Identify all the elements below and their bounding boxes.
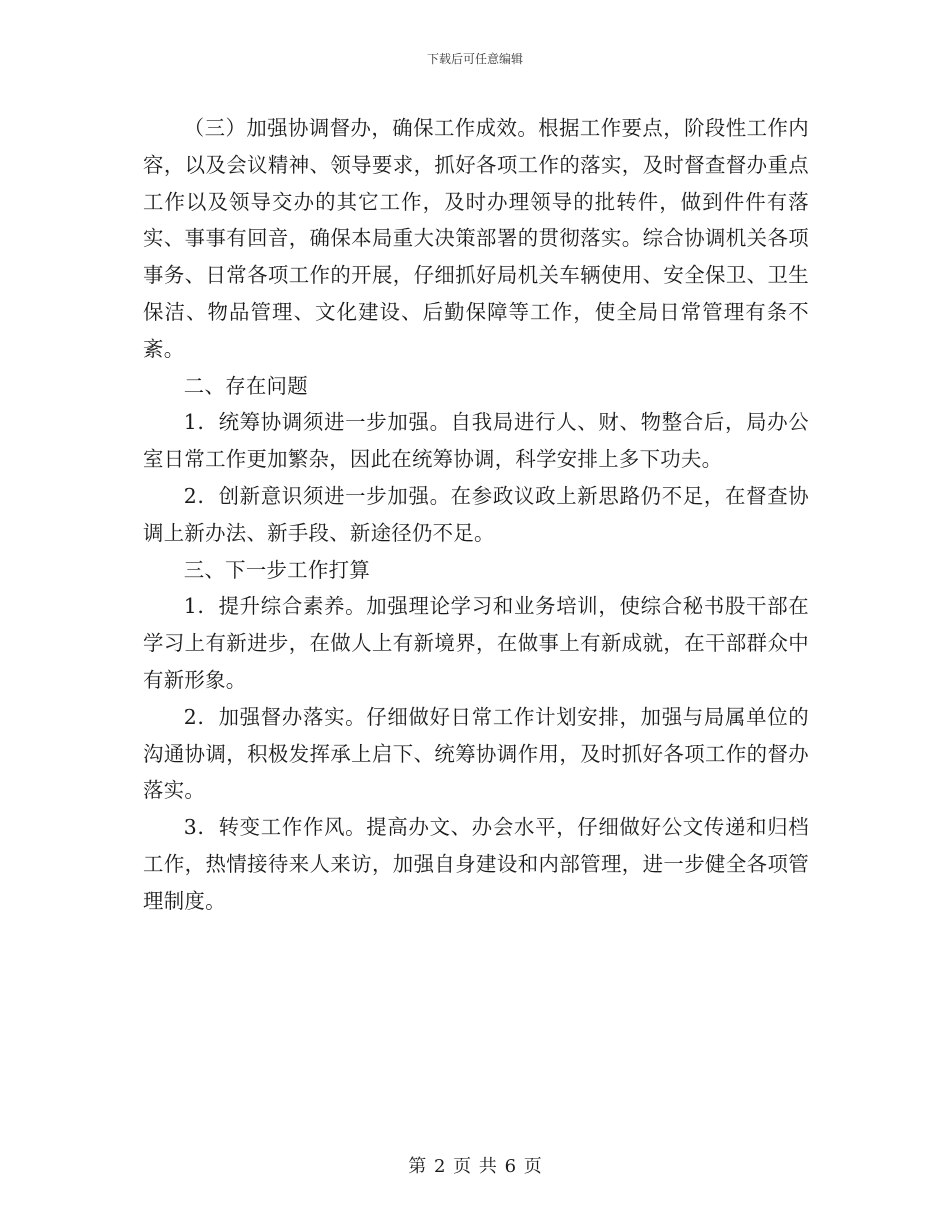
paragraph-coordination-supervision: （三）加强协调督办，确保工作成效。根据工作要点，阶段性工作内容，以及会议精神、领导要求，抓好各项工作的落实，及时督查督办重点工作以及领导交办的其它工作，及时办理领导的批转件，做到件件有落实、事事有回音，确保本局重大决策部署的贯彻落实。综合协调机关各项事务、日常各项工作的开展，仔细抓好局机关车辆使用、安全保卫、卫生保洁、物品管理、文化建设、后勤保障等工作，使全局日常管理有条不紊。 [143,116,809,361]
section-heading-problems: 二、存在问题 [183,373,308,398]
document-body [143,110,809,920]
paragraph-problem-1: 1．统筹协调须进一步加强。自我局进行人、财、物整合后，局办公室日常工作更加繁杂，因此在统筹协调，科学安排上多下功夫。 [143,410,809,472]
paragraph-problem-2: 2．创新意识须进一步加强。在参政议政上新思路仍不足，在督查协调上新办法、新手段、新途径仍不足。 [143,483,809,545]
paragraph-plan-2: 2．加强督办落实。仔细做好日常工作计划安排，加强与局属单位的沟通协调，积极发挥承上启下、统筹协调作用，及时抓好各项工作的督办落实。 [143,704,809,803]
page-number-footer: 第 2 页 共 6 页 [408,1156,542,1177]
page-header: 下载后可任意编辑 [426,52,523,66]
paragraph-plan-3: 3．转变工作作风。提高办文、办会水平，仔细做好公文传递和归档工作，热情接待来人来访，加强自身建设和内部管理，进一步健全各项管理制度。 [143,815,809,913]
section-heading-next-steps: 三、下一步工作打算 [183,557,371,582]
paragraph-plan-1: 1．提升综合素养。加强理论学习和业务培训，使综合秘书股干部在学习上有新进步，在做人上有新境界，在做事上有新成就，在干部群众中有新形象。 [143,594,809,692]
